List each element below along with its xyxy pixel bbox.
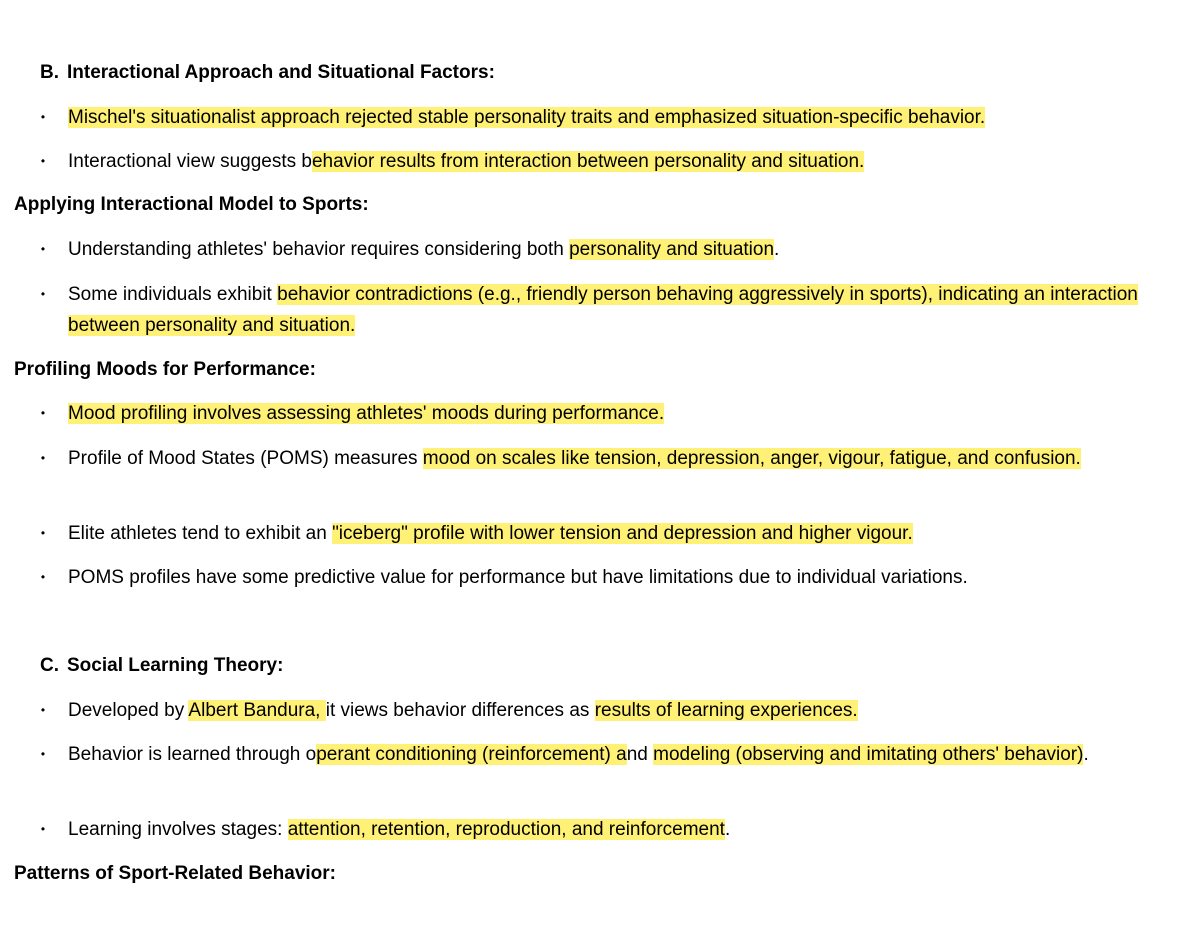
list-item-text [68, 814, 1188, 845]
bullet-icon: • [40, 703, 46, 717]
plain-text: nd [626, 744, 654, 765]
list-item-text [68, 234, 1188, 265]
plain-text: Elite athletes tend to exhibit an [68, 523, 333, 544]
bullet-icon: • [40, 287, 46, 301]
plain-text: Developed by [68, 700, 189, 721]
list-item [38, 279, 1188, 341]
highlighted-text: perant conditioning (reinforcement) a [316, 744, 627, 765]
highlighted-text: behavior contradictions (e.g., friendly person behaving aggressively in sports), indicating an interaction between personality and situation. [68, 284, 1138, 336]
plain-text: Profile of Mood States (POMS) measures [68, 448, 423, 469]
list-item-text [68, 279, 1188, 341]
bullet-icon: • [40, 406, 46, 420]
list-item [38, 695, 1188, 726]
list-item-text [68, 443, 1188, 474]
section-title: Social Learning Theory: [67, 655, 284, 676]
section-heading-c [40, 654, 283, 678]
highlighted-text: results of learning experiences. [594, 700, 858, 721]
list-item [38, 234, 1188, 265]
list-item [38, 562, 1188, 593]
section-letter: C. [40, 655, 59, 676]
bullet-icon: • [40, 242, 46, 256]
highlighted-text: Mischel's situationalist approach rejected stable personality traits and emphasized situation-specific behavior. [68, 107, 986, 128]
highlighted-text: Mood profiling involves assessing athletes' moods during performance. [68, 403, 665, 424]
list-item [38, 814, 1188, 845]
list-item-text [68, 398, 1188, 429]
bullet-icon: • [40, 747, 46, 761]
plain-text: Behavior is learned through o [68, 744, 317, 765]
plain-text: Interactional view suggests b [68, 151, 312, 172]
section-heading-applying [14, 193, 369, 217]
section-title: Interactional Approach and Situational Factors: [67, 62, 495, 83]
highlighted-text: ehavior results from interaction between personality and situation. [311, 151, 865, 172]
plain-text: Learning involves stages: [68, 819, 288, 840]
highlighted-text: mood on scales like tension, depression, anger, vigour, fatigue, and confusion. [422, 448, 1081, 469]
plain-text: it views behavior differences as [325, 700, 595, 721]
highlighted-text: Albert Bandura, [188, 700, 326, 721]
list-item [38, 739, 1188, 770]
section-title: Patterns of Sport-Related Behavior: [14, 863, 336, 884]
section-heading-profiling [14, 358, 316, 382]
list-item-text [68, 739, 1188, 770]
highlighted-text: personality and situation [569, 239, 775, 260]
bullet-icon: • [40, 526, 46, 540]
highlighted-text: attention, retention, reproduction, and reinforcement [287, 819, 725, 840]
list-item [38, 146, 1188, 177]
highlighted-text: "iceberg" profile with lower tension and depression and higher vigour. [332, 523, 913, 544]
section-heading-b [40, 61, 495, 85]
list-item-text [68, 562, 1188, 593]
list-item-text [68, 518, 1188, 549]
section-letter: B. [40, 62, 59, 83]
plain-text: Understanding athletes' behavior requires considering both [68, 239, 570, 260]
section-title: Profiling Moods for Performance: [14, 359, 316, 380]
list-item-text [68, 695, 1188, 726]
list-item [38, 518, 1188, 549]
bullet-icon: • [40, 154, 46, 168]
highlighted-text: modeling (observing and imitating others' behavior) [653, 744, 1084, 765]
plain-text: . [724, 819, 731, 840]
bullet-icon: • [40, 110, 46, 124]
bullet-icon: • [40, 451, 46, 465]
list-item-text [68, 146, 1188, 177]
list-item [38, 102, 1188, 133]
list-item [38, 398, 1188, 429]
plain-text: . [1083, 744, 1089, 765]
bullet-icon: • [40, 570, 46, 584]
plain-text: . [774, 239, 780, 260]
bullet-icon: • [40, 822, 46, 836]
section-heading-patterns [14, 862, 336, 886]
plain-text: POMS profiles have some predictive value for performance but have limitations due to individual variations. [68, 567, 968, 588]
list-item [38, 443, 1188, 474]
section-title: Applying Interactional Model to Sports: [14, 194, 369, 215]
plain-text: Some individuals exhibit [68, 284, 278, 305]
list-item-text [68, 102, 1188, 133]
